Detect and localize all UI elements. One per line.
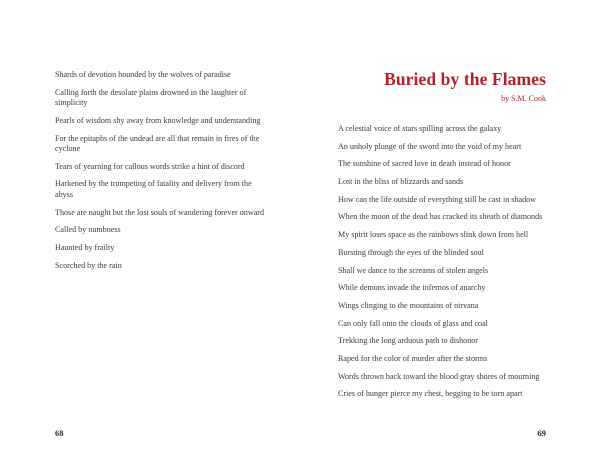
right-page: [300, 0, 600, 463]
poem-line: My spirit loses space as the rainbows slink down from hell: [338, 230, 529, 240]
poem-line: Raped for the color of murder after the storms: [338, 353, 488, 363]
poem-author: by S.M. Cook: [501, 94, 546, 103]
poem-line: Shall we dance to the screams of stolen angels: [338, 265, 489, 275]
poem-line: Pearls of wisdom shy away from knowledge and understanding: [55, 115, 261, 125]
page-number-left: 68: [55, 428, 64, 438]
poem-line: Wings clinging to the mountains of nirvana: [338, 300, 479, 310]
poem-line: Scorched by the rain: [55, 260, 122, 270]
poem-line: Bursting through the eyes of the blinded soul: [338, 247, 484, 257]
poem-line: Cries of hunger pierce my chest, begging to be torn apart: [338, 389, 523, 399]
poem-line: Can only fall onto the clouds of glass and coal: [338, 318, 488, 328]
poem-line: Calling forth the desolate plains drowned in the laughter of simplicity: [55, 87, 247, 108]
poem-line: For the epitaphs of the undead are all that remain in fires of the cyclone: [55, 133, 260, 154]
poem-line: Trekking the long arduous path to dishonor: [338, 336, 478, 346]
right-poem-lines: [338, 124, 556, 407]
poem-line: Shards of devotion hounded by the wolves of paradise: [55, 70, 231, 79]
poem-line: Tears of yearning for callous words strike a hint of discord: [55, 161, 245, 171]
poem-line: A celestial voice of stars spilling across the galaxy: [338, 124, 502, 133]
poem-line: How can the life outside of everything still be cast in shadow: [338, 194, 537, 204]
left-poem-lines: [55, 70, 270, 278]
poem-line: Those are naught but the lost souls of wandering forever onward: [55, 207, 265, 217]
poem-line: The sunshine of sacred love in death instead of honor: [338, 159, 511, 169]
poem-line: When the moon of the dead has cracked its sheath of diamonds: [338, 212, 543, 222]
poem-line: Words thrown back toward the blood gray shores of mourning: [338, 371, 540, 381]
page-number-right: 69: [537, 428, 546, 438]
poem-line: An unholy plunge of the sword into the void of my heart: [338, 141, 522, 151]
poem-line: Lost in the bliss of blizzards and sands: [338, 177, 464, 187]
poem-line: Harkened by the trumpeting of fatality and delivery from the abyss: [55, 179, 252, 199]
poem-line: Haunted by frailty: [55, 243, 115, 252]
poem-line: Called by numbness: [55, 225, 121, 235]
poem-title: Buried by the Flames: [384, 69, 546, 89]
poem-line: While demons invade the infernos of anarchy: [338, 283, 486, 293]
